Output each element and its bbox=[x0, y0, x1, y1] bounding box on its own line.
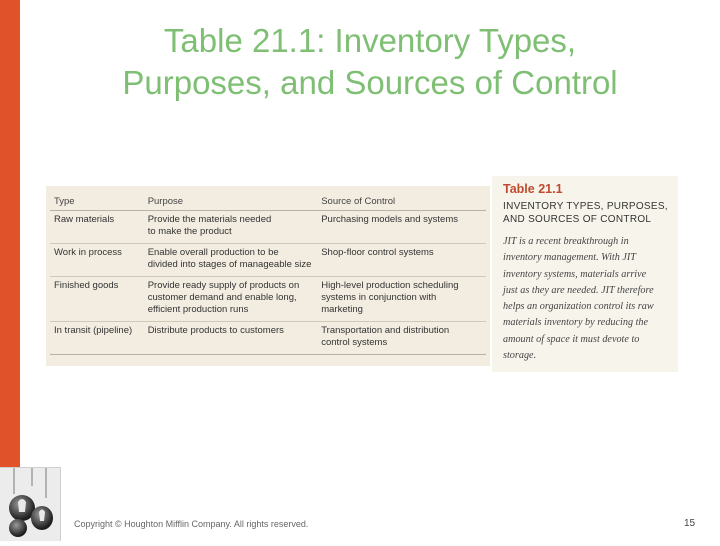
cell-purpose bbox=[144, 277, 318, 322]
header-purpose: Purpose bbox=[144, 194, 318, 211]
caption-subtitle-line: AND SOURCES OF CONTROL bbox=[503, 214, 652, 225]
cell-line: efficient production runs bbox=[147, 304, 249, 315]
cell-purpose bbox=[144, 211, 318, 244]
table-image-panel bbox=[46, 186, 490, 366]
cell-source bbox=[317, 244, 486, 277]
caption-body bbox=[503, 234, 675, 364]
cell-line: control systems bbox=[321, 337, 388, 348]
caption-panel bbox=[492, 176, 678, 372]
header-type: Type bbox=[50, 194, 144, 211]
slide-title-line-1: Table 21.1: Inventory Types, bbox=[163, 22, 577, 59]
cell-purpose bbox=[144, 322, 318, 355]
caption-title: Table 21.1 bbox=[503, 182, 563, 196]
cell-source bbox=[317, 277, 486, 322]
cell-line: Enable overall production to be bbox=[147, 247, 279, 258]
caption-subtitle bbox=[503, 200, 673, 226]
cell-type: Work in process bbox=[50, 244, 144, 277]
caption-body-line: helps an organization control its raw bbox=[503, 301, 654, 313]
header-source: Source of Control bbox=[317, 194, 486, 211]
table-row-raw-materials bbox=[50, 211, 486, 244]
slide-title-line-2: Purposes, and Sources of Control bbox=[122, 64, 618, 101]
caption-body-line: materials inventory by reducing the bbox=[503, 317, 649, 329]
caption-body-line: storage. bbox=[503, 350, 537, 362]
cell-purpose bbox=[144, 244, 318, 277]
cell-type: In transit (pipeline) bbox=[50, 322, 144, 355]
table-row-finished-goods bbox=[50, 277, 486, 322]
slide-title bbox=[40, 20, 700, 104]
cell-line: divided into stages of manageable size bbox=[147, 259, 312, 270]
caption-body-line: amount of space it must devote to bbox=[503, 333, 640, 345]
cell-line: High-level production scheduling bbox=[321, 280, 459, 291]
cell-line: Distribute products to customers bbox=[147, 325, 284, 336]
table-row-work-in-process bbox=[50, 244, 486, 277]
caption-subtitle-line: INVENTORY TYPES, PURPOSES, bbox=[503, 201, 668, 212]
copyright-footer: Copyright © Houghton Mifflin Company. All rights reserved. bbox=[74, 519, 309, 529]
cell-type: Raw materials bbox=[50, 211, 144, 244]
caption-body-line: JIT is a recent breakthrough in bbox=[503, 236, 629, 247]
cell-type: Finished goods bbox=[50, 277, 144, 322]
cell-line: Provide the materials needed bbox=[147, 214, 272, 225]
cell-source bbox=[317, 211, 486, 244]
caption-body-line: just as they are needed. JIT therefore bbox=[503, 284, 654, 296]
cell-line: customer demand and enable long, bbox=[147, 292, 297, 303]
cell-source bbox=[317, 322, 486, 355]
cell-line: Shop-floor control systems bbox=[321, 247, 434, 258]
cell-line: Purchasing models and systems bbox=[321, 214, 458, 225]
accent-side-bar bbox=[0, 0, 20, 540]
inventory-table bbox=[50, 194, 486, 355]
chess-pieces-icon bbox=[0, 468, 60, 541]
caption-body-line: inventory systems, materials arrive bbox=[503, 268, 647, 280]
table-row-in-transit bbox=[50, 322, 486, 355]
cell-line: Transportation and distribution bbox=[321, 325, 450, 336]
caption-body-line: inventory management. With JIT bbox=[503, 252, 636, 264]
cell-line: systems in conjunction with bbox=[321, 292, 437, 303]
publisher-logo bbox=[0, 467, 61, 541]
cell-line: marketing bbox=[321, 304, 363, 315]
page-number: 15 bbox=[684, 518, 696, 529]
cell-line: to make the product bbox=[147, 226, 232, 237]
cell-line: Provide ready supply of products on bbox=[147, 280, 300, 291]
table-header-row bbox=[50, 194, 486, 211]
